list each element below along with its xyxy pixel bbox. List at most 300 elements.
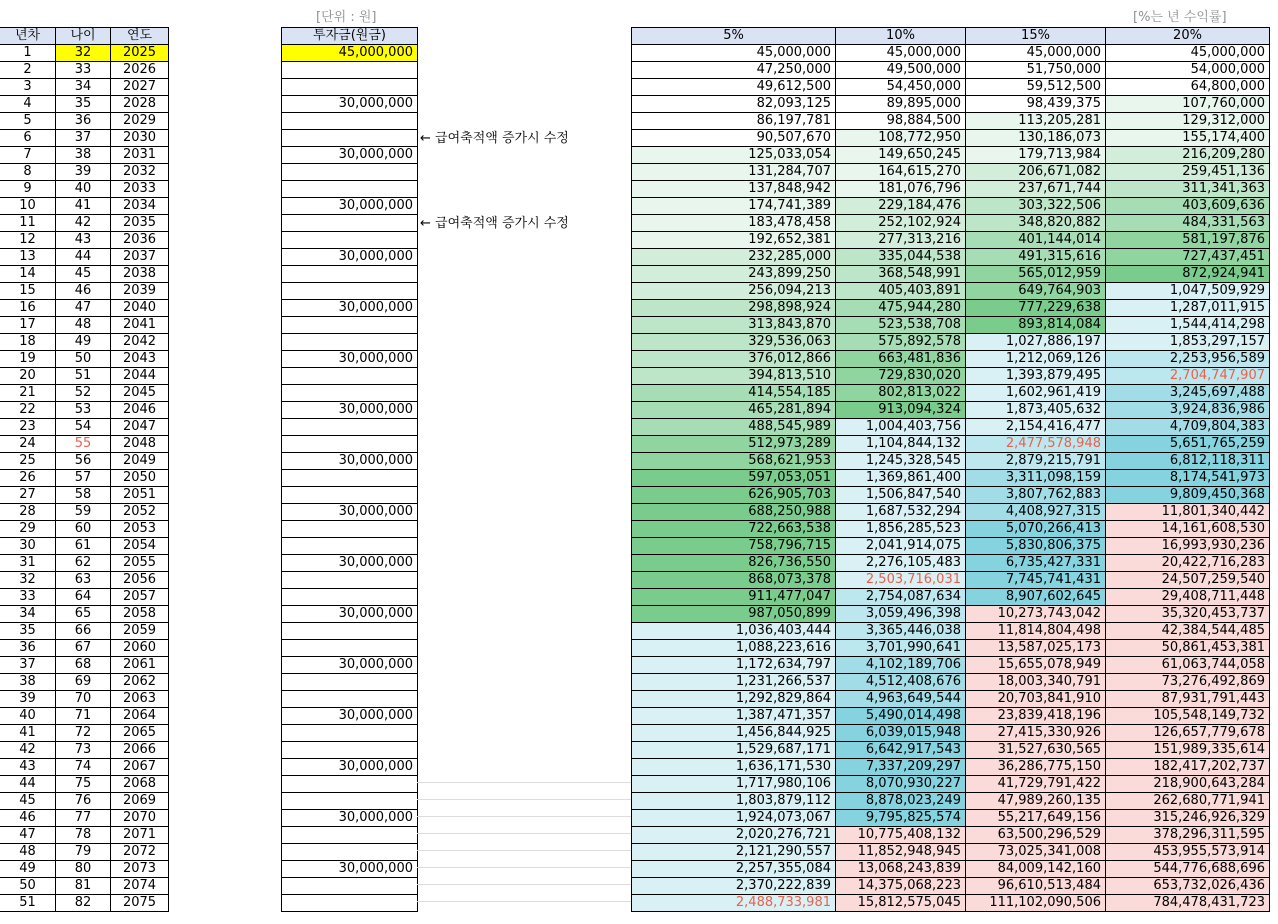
- rate-15-value-cell: 6,735,427,331: [966, 555, 1106, 572]
- table-row: [0, 674, 169, 691]
- rate-5-value-cell: 45,000,000: [632, 45, 836, 62]
- header-rate-20: 20%: [1106, 28, 1270, 45]
- rate-10-value-cell: 4,963,649,544: [836, 691, 966, 708]
- age-cell: 52: [56, 385, 111, 402]
- calendar-year-cell: 2036: [111, 232, 169, 249]
- table-row: [282, 895, 418, 912]
- rate-5-value-cell: 758,796,715: [632, 538, 836, 555]
- table-row: [282, 708, 418, 725]
- investment-cell: [282, 674, 418, 691]
- calendar-year-cell: 2064: [111, 708, 169, 725]
- rate-20-value-cell: 45,000,000: [1106, 45, 1270, 62]
- rate-10-value-cell: 181,076,796: [836, 181, 966, 198]
- rate-20-value-cell: 581,197,876: [1106, 232, 1270, 249]
- rate-20-value-cell: 61,063,744,058: [1106, 657, 1270, 674]
- calendar-year-cell: 2034: [111, 198, 169, 215]
- calendar-year-cell: 2046: [111, 402, 169, 419]
- table-row: [282, 96, 418, 113]
- table-row: [282, 453, 418, 470]
- header-rate-10: 10%: [836, 28, 966, 45]
- calendar-year-cell: 2044: [111, 368, 169, 385]
- table-row: [632, 895, 1270, 912]
- returns-table: [631, 27, 1270, 912]
- year-index-cell: 30: [0, 538, 56, 555]
- year-index-cell: 32: [0, 572, 56, 589]
- table-row: [282, 504, 418, 521]
- table-row: [632, 470, 1270, 487]
- rate-10-value-cell: 1,687,532,294: [836, 504, 966, 521]
- calendar-year-cell: 2075: [111, 895, 169, 912]
- year-index-cell: 43: [0, 759, 56, 776]
- year-index-cell: 50: [0, 878, 56, 895]
- rate-5-value-cell: 911,477,047: [632, 589, 836, 606]
- year-index-cell: 19: [0, 351, 56, 368]
- table-row: [0, 640, 169, 657]
- investment-cell: 30,000,000: [282, 810, 418, 827]
- table-row: [632, 487, 1270, 504]
- age-cell: 48: [56, 317, 111, 334]
- rate-20-value-cell: 151,989,335,614: [1106, 742, 1270, 759]
- investment-cell: 30,000,000: [282, 504, 418, 521]
- grid-line: [417, 799, 631, 800]
- table-row: [0, 198, 169, 215]
- rate-5-value-cell: 256,094,213: [632, 283, 836, 300]
- rate-15-value-cell: 2,477,578,948: [966, 436, 1106, 453]
- table-row: [0, 385, 169, 402]
- rate-15-value-cell: 237,671,744: [966, 181, 1106, 198]
- investment-cell: [282, 623, 418, 640]
- rate-20-value-cell: 54,000,000: [1106, 62, 1270, 79]
- year-index-cell: 38: [0, 674, 56, 691]
- table-row: [632, 164, 1270, 181]
- age-cell: 81: [56, 878, 111, 895]
- year-index-cell: 24: [0, 436, 56, 453]
- age-cell: 79: [56, 844, 111, 861]
- table-row: [282, 725, 418, 742]
- rate-5-value-cell: 86,197,781: [632, 113, 836, 130]
- calendar-year-cell: 2030: [111, 130, 169, 147]
- header-year-index: 년차: [0, 28, 56, 45]
- age-cell: 36: [56, 113, 111, 130]
- investment-cell: [282, 487, 418, 504]
- rate-20-value-cell: 8,174,541,973: [1106, 470, 1270, 487]
- calendar-year-cell: 2031: [111, 147, 169, 164]
- rate-15-value-cell: 348,820,882: [966, 215, 1106, 232]
- rate-5-value-cell: 1,456,844,925: [632, 725, 836, 742]
- table-row: [0, 147, 169, 164]
- rate-5-value-cell: 137,848,942: [632, 181, 836, 198]
- rate-20-value-cell: 3,245,697,488: [1106, 385, 1270, 402]
- year-index-cell: 26: [0, 470, 56, 487]
- table-row: [632, 317, 1270, 334]
- year-index-cell: 20: [0, 368, 56, 385]
- table-row: [282, 470, 418, 487]
- rate-10-value-cell: 4,512,408,676: [836, 674, 966, 691]
- rate-20-value-cell: 73,276,492,869: [1106, 674, 1270, 691]
- investment-cell: [282, 130, 418, 147]
- table-row: [632, 776, 1270, 793]
- table-row: [282, 657, 418, 674]
- rate-10-value-cell: 575,892,578: [836, 334, 966, 351]
- rate-5-value-cell: 626,905,703: [632, 487, 836, 504]
- rate-10-value-cell: 1,104,844,132: [836, 436, 966, 453]
- table-row: [282, 555, 418, 572]
- year-index-cell: 36: [0, 640, 56, 657]
- rate-20-value-cell: 1,544,414,298: [1106, 317, 1270, 334]
- year-index-cell: 17: [0, 317, 56, 334]
- rate-20-value-cell: 87,931,791,443: [1106, 691, 1270, 708]
- rate-15-value-cell: 45,000,000: [966, 45, 1106, 62]
- table-row: [282, 436, 418, 453]
- table-row: [282, 691, 418, 708]
- age-cell: 33: [56, 62, 111, 79]
- table-row: [282, 402, 418, 419]
- rate-5-value-cell: 512,973,289: [632, 436, 836, 453]
- rate-5-value-cell: 49,612,500: [632, 79, 836, 96]
- table-row: [0, 249, 169, 266]
- table-row: [0, 657, 169, 674]
- rate-10-value-cell: 7,337,209,297: [836, 759, 966, 776]
- table-row: [0, 232, 169, 249]
- rate-15-value-cell: 1,602,961,419: [966, 385, 1106, 402]
- rate-5-value-cell: 2,488,733,981: [632, 895, 836, 912]
- investment-cell: [282, 725, 418, 742]
- investment-cell: [282, 827, 418, 844]
- age-cell: 66: [56, 623, 111, 640]
- rate-10-value-cell: 10,775,408,132: [836, 827, 966, 844]
- table-row: [282, 419, 418, 436]
- table-row: [0, 572, 169, 589]
- table-row: [282, 317, 418, 334]
- age-cell: 76: [56, 793, 111, 810]
- rate-5-value-cell: 1,529,687,171: [632, 742, 836, 759]
- rate-15-value-cell: 55,217,649,156: [966, 810, 1106, 827]
- year-age-table: [0, 27, 169, 912]
- rate-15-value-cell: 51,750,000: [966, 62, 1106, 79]
- rate-15-value-cell: 5,070,266,413: [966, 521, 1106, 538]
- rate-5-value-cell: 1,172,634,797: [632, 657, 836, 674]
- rate-15-value-cell: 401,144,014: [966, 232, 1106, 249]
- table-row: [632, 283, 1270, 300]
- table-row: [632, 45, 1270, 62]
- table-row: [0, 300, 169, 317]
- table-row: [632, 674, 1270, 691]
- rate-5-value-cell: 232,285,000: [632, 249, 836, 266]
- rate-20-value-cell: 4,709,804,383: [1106, 419, 1270, 436]
- calendar-year-cell: 2027: [111, 79, 169, 96]
- age-cell: 53: [56, 402, 111, 419]
- rate-10-value-cell: 1,369,861,400: [836, 470, 966, 487]
- age-cell: 63: [56, 572, 111, 589]
- rate-10-value-cell: 802,813,022: [836, 385, 966, 402]
- rate-5-value-cell: 597,053,051: [632, 470, 836, 487]
- rate-15-value-cell: 1,393,879,495: [966, 368, 1106, 385]
- table-row: [282, 232, 418, 249]
- rate-10-value-cell: 2,503,716,031: [836, 572, 966, 589]
- arrow-note-1: ← 급여축적액 증가시 수정: [420, 131, 569, 146]
- calendar-year-cell: 2043: [111, 351, 169, 368]
- rate-10-value-cell: 1,245,328,545: [836, 453, 966, 470]
- year-index-cell: 49: [0, 861, 56, 878]
- rate-15-value-cell: 13,587,025,173: [966, 640, 1106, 657]
- rate-10-value-cell: 6,039,015,948: [836, 725, 966, 742]
- rate-15-value-cell: 1,873,405,632: [966, 402, 1106, 419]
- age-cell: 65: [56, 606, 111, 623]
- table-row: [0, 589, 169, 606]
- rate-15-value-cell: 2,879,215,791: [966, 453, 1106, 470]
- age-cell: 67: [56, 640, 111, 657]
- grid-line: [417, 782, 631, 783]
- table-row: [632, 623, 1270, 640]
- year-index-cell: 39: [0, 691, 56, 708]
- age-cell: 34: [56, 79, 111, 96]
- rate-5-value-cell: 329,536,063: [632, 334, 836, 351]
- rate-15-value-cell: 893,814,084: [966, 317, 1106, 334]
- rate-15-value-cell: 1,212,069,126: [966, 351, 1106, 368]
- investment-cell: [282, 181, 418, 198]
- age-cell: 46: [56, 283, 111, 300]
- investment-cell: [282, 368, 418, 385]
- investment-cell: [282, 419, 418, 436]
- rate-15-value-cell: 303,322,506: [966, 198, 1106, 215]
- age-cell: 56: [56, 453, 111, 470]
- table-row: [0, 181, 169, 198]
- rate-5-value-cell: 192,652,381: [632, 232, 836, 249]
- investment-cell: [282, 62, 418, 79]
- table-row: [632, 861, 1270, 878]
- rate-20-value-cell: 16,993,930,236: [1106, 538, 1270, 555]
- header-investment: 투자금(원금): [282, 28, 418, 45]
- year-index-cell: 37: [0, 657, 56, 674]
- calendar-year-cell: 2047: [111, 419, 169, 436]
- year-index-cell: 2: [0, 62, 56, 79]
- year-index-cell: 11: [0, 215, 56, 232]
- table-row: [632, 419, 1270, 436]
- year-index-cell: 42: [0, 742, 56, 759]
- rate-15-value-cell: 41,729,791,422: [966, 776, 1106, 793]
- rate-5-value-cell: 125,033,054: [632, 147, 836, 164]
- rate-10-value-cell: 2,041,914,075: [836, 538, 966, 555]
- table-row: [0, 45, 169, 62]
- rate-20-value-cell: 155,174,400: [1106, 130, 1270, 147]
- calendar-year-cell: 2058: [111, 606, 169, 623]
- table-row: [632, 334, 1270, 351]
- rate-15-value-cell: 10,273,743,042: [966, 606, 1106, 623]
- rate-5-value-cell: 183,478,458: [632, 215, 836, 232]
- rate-15-value-cell: 98,439,375: [966, 96, 1106, 113]
- rate-20-value-cell: 311,341,363: [1106, 181, 1270, 198]
- investment-cell: [282, 470, 418, 487]
- rate-10-value-cell: 54,450,000: [836, 79, 966, 96]
- rate-5-value-cell: 2,370,222,839: [632, 878, 836, 895]
- table-row: [632, 96, 1270, 113]
- table-row: [0, 368, 169, 385]
- table-row: [0, 878, 169, 895]
- table-row: [282, 181, 418, 198]
- rate-5-value-cell: 394,813,510: [632, 368, 836, 385]
- table-row: [282, 827, 418, 844]
- table-row: [632, 725, 1270, 742]
- rate-5-value-cell: 868,073,378: [632, 572, 836, 589]
- age-cell: 68: [56, 657, 111, 674]
- rate-20-value-cell: 129,312,000: [1106, 113, 1270, 130]
- age-cell: 80: [56, 861, 111, 878]
- rate-15-value-cell: 15,655,078,949: [966, 657, 1106, 674]
- table-row: [282, 130, 418, 147]
- table-row: [632, 147, 1270, 164]
- table-row: [632, 521, 1270, 538]
- investment-cell: [282, 742, 418, 759]
- table-row: [632, 810, 1270, 827]
- rate-15-value-cell: 206,671,082: [966, 164, 1106, 181]
- rate-5-value-cell: 313,843,870: [632, 317, 836, 334]
- year-index-cell: 3: [0, 79, 56, 96]
- calendar-year-cell: 2054: [111, 538, 169, 555]
- rate-15-value-cell: 649,764,903: [966, 283, 1106, 300]
- age-cell: 82: [56, 895, 111, 912]
- age-cell: 73: [56, 742, 111, 759]
- rate-20-value-cell: 784,478,431,723: [1106, 895, 1270, 912]
- investment-cell: 30,000,000: [282, 147, 418, 164]
- table-row: [0, 861, 169, 878]
- rate-5-value-cell: 722,663,538: [632, 521, 836, 538]
- rate-20-value-cell: 315,246,926,329: [1106, 810, 1270, 827]
- year-index-cell: 47: [0, 827, 56, 844]
- table-row: [282, 759, 418, 776]
- table-row: [0, 317, 169, 334]
- calendar-year-cell: 2033: [111, 181, 169, 198]
- rate-10-value-cell: 335,044,538: [836, 249, 966, 266]
- rate-10-value-cell: 3,701,990,641: [836, 640, 966, 657]
- rate-10-value-cell: 149,650,245: [836, 147, 966, 164]
- table-row: [632, 266, 1270, 283]
- calendar-year-cell: 2070: [111, 810, 169, 827]
- rate-15-value-cell: 7,745,741,431: [966, 572, 1106, 589]
- rate-20-value-cell: 484,331,563: [1106, 215, 1270, 232]
- year-index-cell: 34: [0, 606, 56, 623]
- investment-cell: 45,000,000: [282, 45, 418, 62]
- rate-5-value-cell: 826,736,550: [632, 555, 836, 572]
- table-row: [282, 538, 418, 555]
- calendar-year-cell: 2042: [111, 334, 169, 351]
- year-index-cell: 41: [0, 725, 56, 742]
- rate-20-value-cell: 29,408,711,448: [1106, 589, 1270, 606]
- rate-10-value-cell: 252,102,924: [836, 215, 966, 232]
- table-row: [632, 606, 1270, 623]
- investment-cell: [282, 589, 418, 606]
- rate-10-value-cell: 8,070,930,227: [836, 776, 966, 793]
- rate-15-value-cell: 2,154,416,477: [966, 419, 1106, 436]
- rate-10-value-cell: 1,004,403,756: [836, 419, 966, 436]
- age-cell: 54: [56, 419, 111, 436]
- rate-10-value-cell: 15,812,575,045: [836, 895, 966, 912]
- rate-10-value-cell: 4,102,189,706: [836, 657, 966, 674]
- table-row: [0, 402, 169, 419]
- table-row: [0, 810, 169, 827]
- investment-cell: [282, 521, 418, 538]
- table-row: [632, 742, 1270, 759]
- calendar-year-cell: 2037: [111, 249, 169, 266]
- rate-15-value-cell: 111,102,090,506: [966, 895, 1106, 912]
- grid-line: [417, 816, 631, 817]
- calendar-year-cell: 2074: [111, 878, 169, 895]
- rate-20-value-cell: 35,320,453,737: [1106, 606, 1270, 623]
- grid-line: [417, 901, 631, 902]
- rate-15-value-cell: 11,814,804,498: [966, 623, 1106, 640]
- table-row: [632, 793, 1270, 810]
- table-row: [0, 113, 169, 130]
- age-cell: 75: [56, 776, 111, 793]
- age-cell: 50: [56, 351, 111, 368]
- table-row: [632, 572, 1270, 589]
- year-index-cell: 48: [0, 844, 56, 861]
- rate-15-value-cell: 777,229,638: [966, 300, 1106, 317]
- investment-cell: [282, 538, 418, 555]
- rate-15-value-cell: 20,703,841,910: [966, 691, 1106, 708]
- table-row: [282, 674, 418, 691]
- rate-5-value-cell: 1,292,829,864: [632, 691, 836, 708]
- table-row: [282, 844, 418, 861]
- investment-cell: [282, 215, 418, 232]
- calendar-year-cell: 2055: [111, 555, 169, 572]
- rate-10-value-cell: 277,313,216: [836, 232, 966, 249]
- age-cell: 55: [56, 436, 111, 453]
- investment-cell: 30,000,000: [282, 657, 418, 674]
- table-row: [632, 759, 1270, 776]
- rate-10-value-cell: 229,184,476: [836, 198, 966, 215]
- table-row: [282, 351, 418, 368]
- year-index-cell: 51: [0, 895, 56, 912]
- calendar-year-cell: 2029: [111, 113, 169, 130]
- table-row: [632, 232, 1270, 249]
- calendar-year-cell: 2026: [111, 62, 169, 79]
- table-row: [282, 198, 418, 215]
- rate-15-value-cell: 5,830,806,375: [966, 538, 1106, 555]
- age-cell: 38: [56, 147, 111, 164]
- year-index-cell: 25: [0, 453, 56, 470]
- calendar-year-cell: 2061: [111, 657, 169, 674]
- calendar-year-cell: 2050: [111, 470, 169, 487]
- table-row: [282, 572, 418, 589]
- table-row: [282, 368, 418, 385]
- rate-15-value-cell: 18,003,340,791: [966, 674, 1106, 691]
- header-calendar-year: 연도: [111, 28, 169, 45]
- calendar-year-cell: 2071: [111, 827, 169, 844]
- age-cell: 61: [56, 538, 111, 555]
- rate-15-value-cell: 73,025,341,008: [966, 844, 1106, 861]
- table-row: [632, 878, 1270, 895]
- table-row: [632, 589, 1270, 606]
- rate-20-value-cell: 218,900,643,284: [1106, 776, 1270, 793]
- rate-5-value-cell: 376,012,866: [632, 351, 836, 368]
- investment-cell: [282, 266, 418, 283]
- year-index-cell: 33: [0, 589, 56, 606]
- rate-20-value-cell: 42,384,544,485: [1106, 623, 1270, 640]
- age-cell: 42: [56, 215, 111, 232]
- rate-10-value-cell: 405,403,891: [836, 283, 966, 300]
- table-row: [632, 708, 1270, 725]
- calendar-year-cell: 2025: [111, 45, 169, 62]
- table-row: [282, 878, 418, 895]
- rate-10-value-cell: 98,884,500: [836, 113, 966, 130]
- calendar-year-cell: 2038: [111, 266, 169, 283]
- investment-cell: [282, 691, 418, 708]
- arrow-note-2: ← 급여축적액 증가시 수정: [420, 216, 569, 231]
- table-row: [632, 368, 1270, 385]
- table-row: [282, 810, 418, 827]
- table-row: [282, 334, 418, 351]
- table-row: [282, 776, 418, 793]
